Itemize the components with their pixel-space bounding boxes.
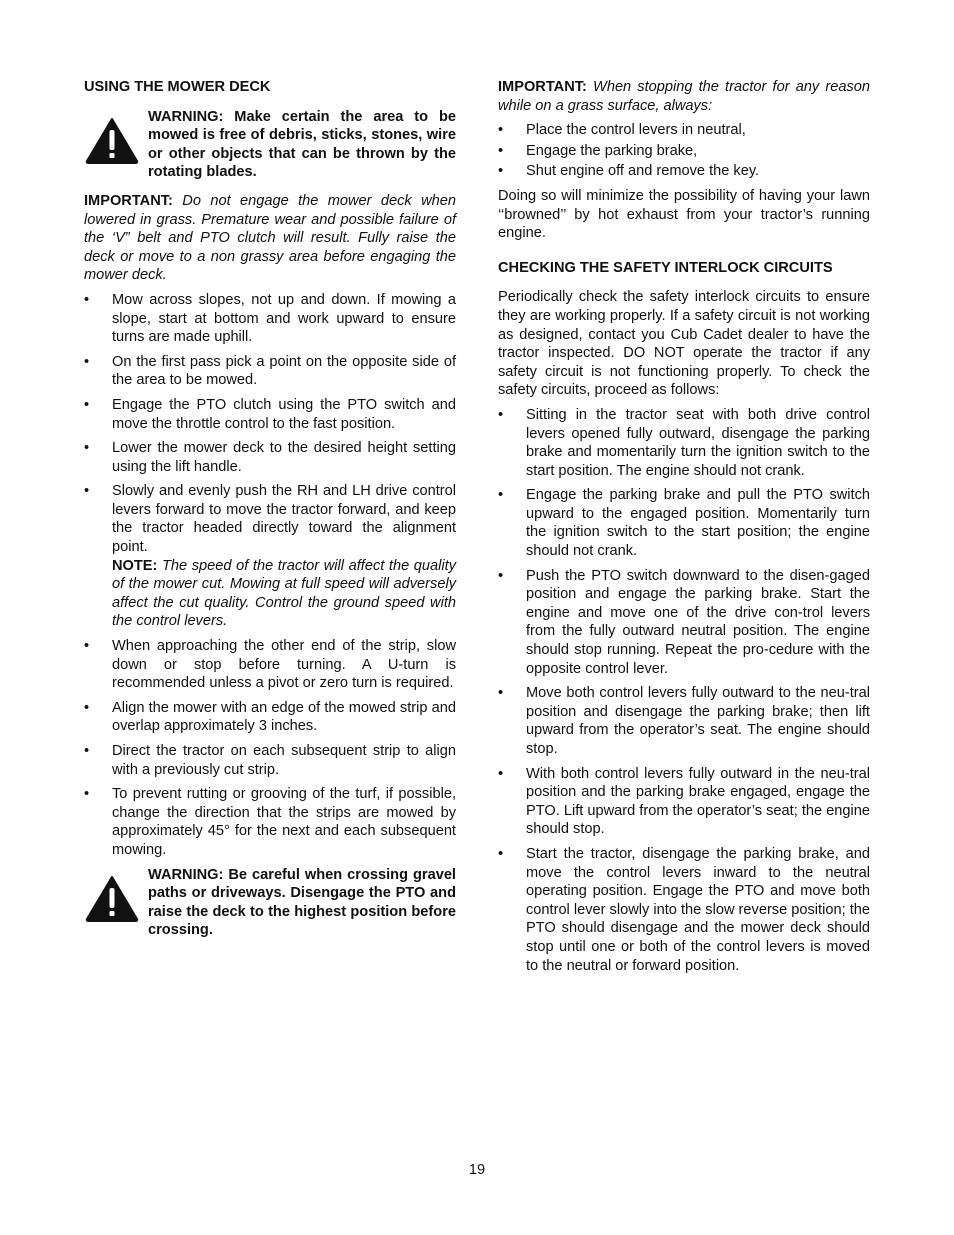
list-item: • Lower the mower deck to the desired height setting using the lift handle. xyxy=(84,440,456,475)
bullet: • xyxy=(84,353,90,370)
list-item: • Engage the parking brake and pull the PTO switch upward to the engaged position. Momentarily turn the ignition switch to the start position; the engine should not crank. xyxy=(498,487,870,560)
safety-check-list xyxy=(498,406,870,975)
left-column xyxy=(84,78,456,950)
list-item: • Align the mower with an edge of the mowed strip and overlap approximately 3 inches. xyxy=(84,699,456,735)
doing-so-paragraph: Doing so will minimize the possibility of having your lawn ‘‘browned’’ by hot exhaust from your tractor’s running engine. xyxy=(498,187,870,242)
important-text: When stopping the tractor for any reason while on a grass surface, always: xyxy=(498,79,870,114)
safety-intro-paragraph: Periodically check the safety interlock circuits to ensure they are working properly. If a safety circuit is not working as designed, contact you Cub Cadet dealer to have the tractor inspected. DO NOT operate the tractor if any safety circuit is not functioning properly. To check the safety circuits, proceed as follows: xyxy=(498,289,870,399)
list-item: • Shut engine off and remove the key. xyxy=(498,163,760,180)
warning-block-debris xyxy=(84,108,456,182)
important-label: IMPORTANT: xyxy=(498,79,587,95)
important-paragraph-stopping xyxy=(498,78,870,115)
list-item: • Engage the PTO clutch using the PTO switch and move the throttle control to the fast position. xyxy=(84,396,456,432)
bullet: • xyxy=(84,699,90,716)
bullet: • xyxy=(498,122,504,139)
warning-text-debris: WARNING: Make certain the area to be mowed is free of debris, sticks, stones, wire or other objects that can be thrown by the rotating blades. xyxy=(148,108,456,181)
bullet: • xyxy=(498,406,504,423)
bullet: • xyxy=(84,440,90,457)
warning-triangle-icon xyxy=(84,116,140,164)
list-item: • Push the PTO switch downward to the disen-gaged position and engage the parking brake. Start the engine and move one of the drive con-trol levers from the fully outward neutral position. The engine should stop running. Repeat the pro-cedure with the opposite control lever. xyxy=(498,567,870,677)
list-item: • Mow across slopes, not up and down. If mowing a slope, start at bottom and work upward to ensure turns are made uphill. xyxy=(84,291,456,346)
section-heading-mower-deck: USING THE MOWER DECK xyxy=(84,79,271,95)
list-item: • Start the tractor, disengage the parking brake, and move the control levers inward to the neutral operating position. Engage the PTO and move both control lever slowly into the slow reverse position; the PTO should disengage and the mower deck should stop until one or both of the control levers is moved to the neutral or forward position. xyxy=(498,845,870,974)
list-item: • Sitting in the tractor seat with both drive control levers opened fully outward, disengage the parking brake and momentarily turn the ignition switch to the start position. The engine should not crank. xyxy=(498,406,870,479)
list-item: • Slowly and evenly push the RH and LH drive control levers forward to move the tractor forward, and keep the tractor headed directly toward the alignment point. NOTE: The speed of the tractor will affect the quality of the mower cut. Mowing at full speed will adversely affect the cut quality. Control the ground speed with the control levers. xyxy=(84,483,456,630)
note-text: The speed of the tractor will affect the quality of the mower cut. Mowing at full speed will adversely affect the cut quality. Control the ground speed with the control levers. xyxy=(112,557,456,630)
bullet: • xyxy=(498,163,504,180)
list-item: • Engage the parking brake, xyxy=(498,142,698,159)
important-text: Do not engage the mower deck when lowered in grass. Premature wear and possible failure of the ‘V” belt and PTO clutch will result. Fully raise the deck or move to a non grassy area before engaging the mower deck. xyxy=(84,192,456,284)
list-item: • With both control levers fully outward in the neu-tral position and the parking brake engaged, engage the PTO. Lift upward from the operator’s seat; the engine should stop. xyxy=(498,765,870,838)
bullet: • xyxy=(498,142,504,159)
note-label: NOTE: xyxy=(112,557,158,574)
bullet: • xyxy=(84,638,90,655)
warning-triangle-icon xyxy=(84,874,140,922)
bullet: • xyxy=(498,685,504,702)
mowing-instructions-list xyxy=(84,291,456,860)
bullet: • xyxy=(84,291,90,308)
bullet: • xyxy=(498,487,504,504)
list-item: • Direct the tractor on each subsequent strip to align with a previously cut strip. xyxy=(84,743,456,778)
list-item: • Place the control levers in neutral, xyxy=(498,122,746,139)
list-item: • Move both control levers fully outward to the neu-tral position and disengage the parking brake; then lift upward from the operator’s seat. The engine should stop. xyxy=(498,685,870,757)
bullet: • xyxy=(84,483,90,500)
page-number: 19 xyxy=(468,1162,486,1178)
right-column xyxy=(498,78,870,981)
bullet: • xyxy=(84,396,90,413)
bullet: • xyxy=(84,786,90,803)
bullet: • xyxy=(498,567,504,584)
list-item: • To prevent rutting or grooving of the turf, if possible, change the direction that the strips are mowed by approximately 45° for the next and each subsequent mowing. xyxy=(84,786,456,858)
list-item: • When approaching the other end of the strip, slow down or stop before turning. A U-turn is recommended unless a pivot or zero turn is required. xyxy=(84,638,456,692)
bullet: • xyxy=(498,765,504,782)
important-paragraph-deck xyxy=(84,192,456,285)
warning-block-gravel xyxy=(84,866,456,940)
bullet: • xyxy=(498,845,504,862)
important-label: IMPORTANT: xyxy=(84,192,173,209)
stopping-steps-list xyxy=(498,121,870,181)
bullet: • xyxy=(84,743,90,759)
warning-text-gravel: WARNING: Be careful when crossing gravel paths or driveways. Disengage the PTO and raise the deck to the highest position before crossing. xyxy=(148,866,456,939)
list-item: • On the first pass pick a point on the opposite side of the area to be mowed. xyxy=(84,353,456,389)
section-heading-safety-interlock: CHECKING THE SAFETY INTERLOCK CIRCUITS xyxy=(498,259,833,276)
note-paragraph xyxy=(112,557,456,631)
